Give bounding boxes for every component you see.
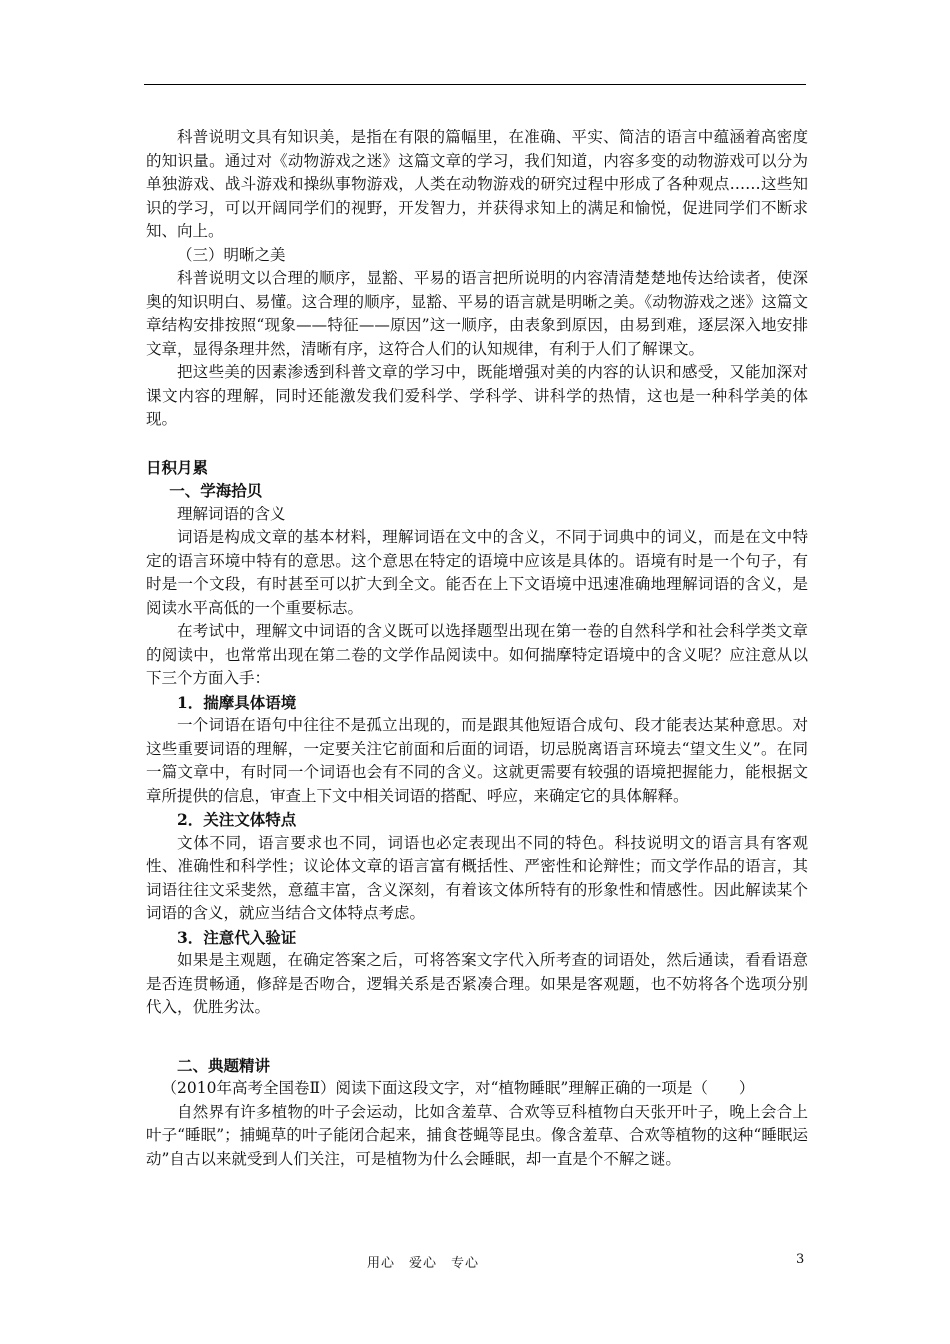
footer-text: 用心 爱心 专心	[367, 1256, 480, 1271]
question-stem: （2010年高考全国卷Ⅱ）阅读下面这段文字，对“植物睡眠”理解正确的一项是（ ）	[161, 1079, 755, 1097]
subheading: 1．揣摩具体语境	[177, 692, 297, 712]
subheading: 二、典题精讲	[177, 1055, 271, 1075]
paragraph: 如果是主观题，在确定答案之后，可将答案文字代入所考查的词语处，然后通读，看看语意是否连贯畅通，修辞是否吻合，逻辑关系是否紧凑合理。如果是客观题，也不妨将各个选项分别代入，优胜劣汰。	[146, 951, 808, 1016]
paragraph: 词语是构成文章的基本材料，理解词语在文中的含义，不同于词典中的词义，而是在文中特定的语言环境中特有的意思。这个意思在特定的语境中应该是具体的。语境有时是一个句子，有时是一个文段，有时甚至可以扩大到全文。能否在上下文语境中迅速准确地理解词语的含义，是阅读水平高低的一个重要标志。	[146, 528, 808, 617]
subheading: 一、学海拾贝	[169, 481, 263, 500]
paragraph: 科普说明文具有知识美，是指在有限的篇幅里，在准确、平实、简洁的语言中蕴涵着高密度的知识量。通过对《动物游戏之迷》这篇文章的学习，我们知道，内容多变的动物游戏可以分为单独游戏、战斗游戏和操纵事物游戏，人类在动物游戏的研究过程中形成了各种观点……这些知识的学习，可以开阔同学们的视野，开发智力，并获得求知上的满足和愉悦，促进同学们不断求知、向上。	[146, 128, 808, 240]
page-footer	[0, 1252, 950, 1272]
subheading: 3．注意代入验证	[177, 927, 297, 947]
page-body	[146, 126, 808, 1171]
paragraph: 在考试中，理解文中词语的含义既可以选择题型出现在第一卷的自然科学和社会科学类文章的阅读中，也常常出现在第二卷的文学作品阅读中。如何揣摩特定语境中的含义呢？应注意从以下三个方面入手：	[146, 622, 808, 687]
paragraph: 自然界有许多植物的叶子会运动，比如含羞草、合欢等豆科植物白天张开叶子，晚上会合上叶子“睡眠”；捕蝇草的叶子能闭合起来，捕食苍蝇等昆虫。像含羞草、合欢等植物的这种“睡眠运动”自古以来就受到人们关注，可是植物为什么会睡眠，却一直是个不解之谜。	[146, 1102, 808, 1168]
paragraph: 科普说明文以合理的顺序，显豁、平易的语言把所说明的内容清清楚楚地传达给读者，使深奥的知识明白、易懂。这合理的顺序，显豁、平易的语言就是明晰之美。《动物游戏之迷》这篇文章结构安排按照“现象——特征——原因”这一顺序，由表象到原因，由易到难，逐层深入地安排文章，显得条理井然，清晰有序，这符合人们的认知规律，有利于人们了解课文。	[146, 269, 808, 358]
paragraph: 把这些美的因素渗透到科普文章的学习中，既能增强对美的内容的认识和感受，又能加深对课文内容的理解，同时还能激发我们爱科学、学科学、讲科学的热情，这也是一种科学美的体现。	[146, 363, 808, 428]
header-rule	[144, 84, 806, 85]
paragraph: 文体不同，语言要求也不同，词语也必定表现出不同的特色。科技说明文的语言具有客观性、准确性和科学性；议论体文章的语言富有概括性、严密性和论辩性；而文学作品的语言，其词语往往文采斐然，意蕴丰富，含义深刻，有着该文体所特有的形象性和情感性。因此解读某个词语的含义，就应当结合文体特点考虑。	[146, 833, 808, 922]
section-title: 日积月累	[146, 457, 209, 477]
topic-title: 理解词语的含义	[177, 504, 286, 523]
page-number: 3	[796, 1252, 805, 1267]
subheading: 2．关注文体特点	[177, 810, 297, 829]
subheading: （三）明晰之美	[177, 245, 286, 264]
paragraph: 一个词语在语句中往往不是孤立出现的，而是跟其他短语合成句、段才能表达某种意思。对这些重要词语的理解，一定要关注它前面和后面的词语，切忌脱离语言环境去“望文生义”。在同一篇文章中，有时同一个词语也会有不同的含义。这就更需要有较强的语境把握能力，能根据文章所提供的信息，审查上下文中相关词语的搭配、呼应，来确定它的具体解释。	[146, 716, 808, 805]
